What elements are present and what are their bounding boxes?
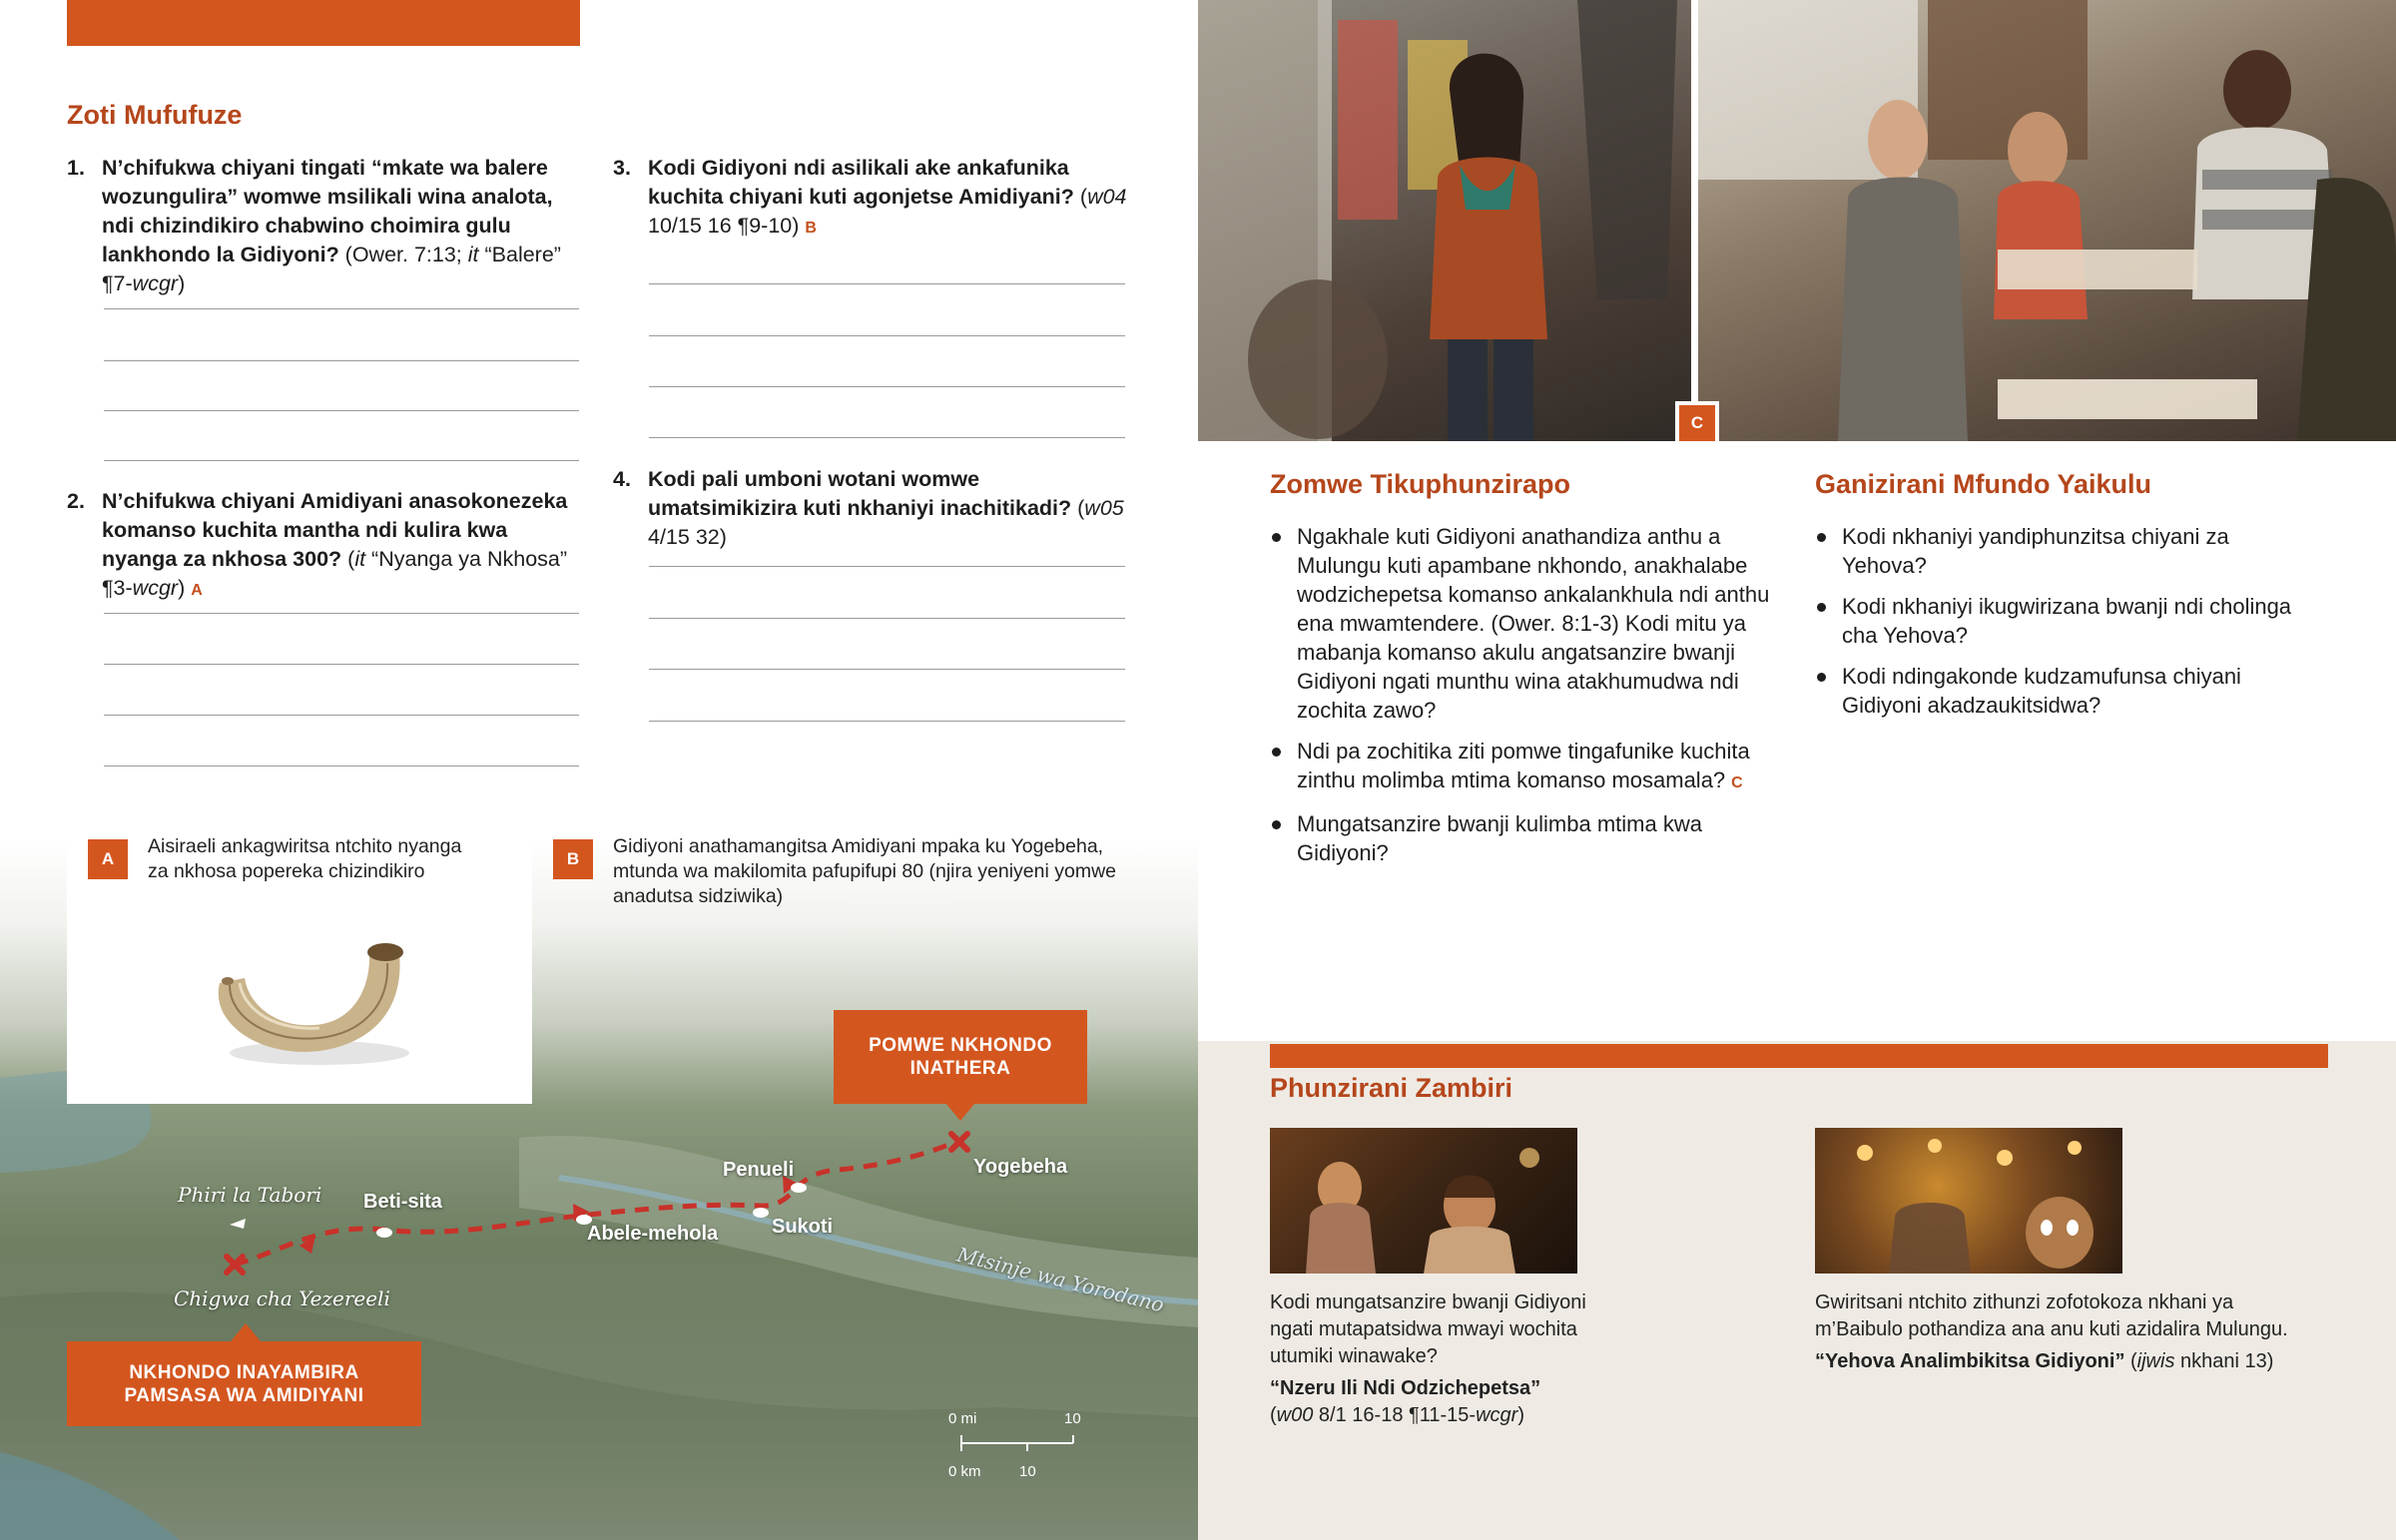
caption-b: Gidiyoni anathamangitsa Amidiyani mpaka ku Yogebeha, mtunda wa makilomita pafupifupi 80 (njira yeniyeni yomwe anadutsa sidziwika) bbox=[613, 835, 1116, 907]
badge-a: A bbox=[88, 839, 128, 879]
question-2: 2. N’chifukwa chiyani Amidiyani anasokonezeka komanso kuchita mantha ndi kulira kwa nyanga za nkhosa 300? (it “Nyanga ya Nkhosa” ¶3-wcgr) A bbox=[67, 489, 568, 600]
learn-more-right-text: Gwiritsani ntchito zithunzi zofotokoza nkhani ya m’Baibulo pothandiza ana anu kuti azidalira Mulungu. bbox=[1815, 1291, 2288, 1340]
tag-a: A bbox=[191, 582, 203, 599]
place-jogbehah: Yogebeha bbox=[973, 1156, 1068, 1178]
learn-more-left-ref: (w00 8/1 16-18 ¶11-15-wcgr) bbox=[1270, 1404, 1524, 1426]
learn-more-left-text: Kodi mungatsanzire bwanji Gidiyoni ngati mutapatsidwa mwayi wochita utumiki winawake? bbox=[1270, 1291, 1586, 1367]
learn-more-bar bbox=[1270, 1044, 2328, 1068]
place-jezreel-valley: Chigwa cha Yezereeli bbox=[174, 1286, 390, 1310]
list-item: Kodi nkhaniyi ikugwirizana bwanji ndi cholinga cha Yehova? bbox=[1815, 592, 2294, 650]
thumb-gideon-soldiers[interactable] bbox=[1270, 1128, 1577, 1274]
section-heading-lessons: Zomwe Tikuphunzirapo bbox=[1270, 469, 1571, 499]
shofar-image bbox=[200, 933, 429, 1073]
place-beth-shittah: Beti-sita bbox=[363, 1191, 442, 1213]
lessons-list bbox=[1270, 522, 1789, 879]
list-item: Ndi pa zochitika ziti pomwe tingafunike kuchita zinthu molimba mtima komanso mosamala? C bbox=[1270, 737, 1789, 797]
callout-battle-end: POMWE NKHONDO INATHERA bbox=[834, 1010, 1087, 1104]
photo-classroom-discussion bbox=[1698, 0, 2396, 441]
section-heading-review: Zoti Mufufuze bbox=[67, 100, 243, 130]
thumb-gideon-cartoon[interactable] bbox=[1815, 1128, 2122, 1274]
place-penuel: Penueli bbox=[723, 1159, 795, 1181]
place-abel-meholah: Abele-mehola bbox=[587, 1223, 719, 1245]
scale-mi-ten: 10 bbox=[1064, 1410, 1081, 1427]
place-mount-tabor: Phiri la Tabori bbox=[178, 1183, 322, 1207]
badge-b: B bbox=[553, 839, 593, 879]
consider-list bbox=[1815, 522, 2294, 732]
place-succoth: Sukoti bbox=[772, 1216, 834, 1238]
question-4: 4. Kodi pali umboni wotani womwe umatsimikizira kuti nkhaniyi inachitikadi? (w05 4/15 32) bbox=[613, 467, 1124, 549]
learn-more-right-title[interactable]: “Yehova Analimbikitsa Gidiyoni” (ijwis nkhani 13) bbox=[1815, 1350, 2274, 1372]
callout-pointer bbox=[231, 1323, 261, 1341]
photo-student-hallway bbox=[1198, 0, 1691, 441]
callout-battle-start: NKHONDO INAYAMBIRA PAMSASA WA AMIDIYANI bbox=[67, 1341, 421, 1426]
caption-a: Aisiraeli ankagwiritsa ntchito nyanga za nkhosa popereka chizindikiro bbox=[148, 835, 462, 882]
question-1: 1. N’chifukwa chiyani tingati “mkate wa balere wozungulira” womwe msilikali wina analota, ndi chizindikiro chabwino choimira gulu lankhondo la Gidiyoni? (Ower. 7:13; it “Balere” ¶7-wcgr) bbox=[67, 156, 561, 295]
badge-c: C bbox=[1675, 401, 1719, 445]
scale-mi-zero: 0 mi bbox=[948, 1410, 977, 1427]
learn-more-left-title[interactable]: “Nzeru Ili Ndi Odzichepetsa” bbox=[1270, 1377, 1541, 1399]
scale-km-ten: 10 bbox=[1019, 1463, 1036, 1480]
callout-pointer bbox=[945, 1103, 975, 1121]
tag-c: C bbox=[1731, 774, 1743, 791]
list-item: Kodi nkhaniyi yandiphunzitsa chiyani za Yehova? bbox=[1815, 522, 2294, 580]
question-3: 3. Kodi Gidiyoni ndi asilikali ake ankafunika kuchita chiyani kuti agonjetse Amidiyani? (w04 10/15 16 ¶9-10) B bbox=[613, 156, 1127, 238]
list-item: Mungatsanzire bwanji kulimba mtima kwa Gidiyoni? bbox=[1270, 809, 1789, 867]
section-heading-consider: Ganizirani Mfundo Yaikulu bbox=[1815, 469, 2152, 499]
tag-b: B bbox=[805, 220, 817, 237]
x-marker bbox=[227, 1134, 967, 1273]
section-heading-learn-more: Phunzirani Zambiri bbox=[1270, 1073, 1513, 1103]
list-item: Kodi ndingakonde kudzamufunsa chiyani Gidiyoni akadzaukitsidwa? bbox=[1815, 662, 2294, 720]
photo-divider bbox=[1691, 0, 1698, 441]
scale-km-zero: 0 km bbox=[948, 1463, 981, 1480]
list-item: Ngakhale kuti Gidiyoni anathandiza anthu a Mulungu kuti apambane nkhondo, anakhalabe wodzichepetsa komanso ankalankhula ndi anthu ena mwamtendere. (Ower. 8:1-3) Kodi mitu ya mabanja komanso akulu angatsanzire bwanji Gidiyoni ngati munthu wina atakhumudwa ndi zochita zawo? bbox=[1270, 522, 1789, 725]
place-jordan-river: Mtsinje wa Yorodano bbox=[954, 1242, 1167, 1317]
